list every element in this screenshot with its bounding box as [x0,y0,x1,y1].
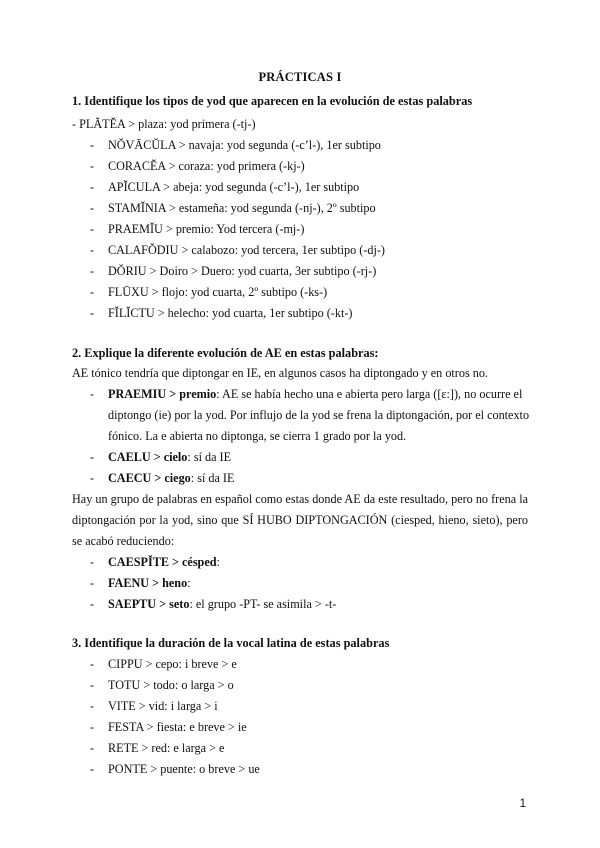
list-item: - PONTE > puente: o breve > ue [90,762,260,776]
list-item: - VITE > vid: i larga > i [90,699,218,713]
list-item-caelu: - CAELU > cielo: sí da IE [90,450,232,464]
section2-intro: AE tónico tendría que diptongar en IE, en algunos casos ha diptongado y en otros no. [72,366,488,380]
paragraph-line: se acabó reduciendo: [72,534,175,548]
praemiu-continuation: diptongo (ie) por la yod. Por influjo de la yod se frena la diptongación, por el contexto [108,408,530,422]
list-item-caecu: - CAECU > ciego: sí da IE [90,471,235,485]
section1-first-line: - PLĂTĔA > plaza: yod primera (-tj-) [72,117,256,131]
list-item-saeptu: - SAEPTU > seto: el grupo -PT- se asimila > -t- [90,597,337,611]
list-item-faenu: - FAENU > heno: [90,576,191,590]
list-item: - CORACĔA > coraza: yod primera (-kj-) [90,159,305,173]
list-item: - FESTA > fiesta: e breve > ie [90,720,247,734]
list-item: - PRAEMĬU > premio: Yod tercera (-mj-) [90,222,305,236]
section2-heading: 2. Explique la diferente evolución de AE en estas palabras: [72,346,379,360]
list-item: - CIPPU > cepo: i breve > e [90,657,237,671]
list-item-caespite: - CAESPĬTE > césped: [90,555,220,569]
paragraph-line: Hay un grupo de palabras en español como estas donde AE da este resultado, pero no frena la [72,492,528,506]
list-item: - FLŪXU > flojo: yod cuarta, 2º subtipo (-ks-) [90,285,328,299]
paragraph-line: diptongación por la yod, sino que SÍ HUBO DIPTONGACIÓN (ciesped, hieno, sieto), pero [72,513,528,527]
list-item: - FĬLĬCTU > helecho: yod cuarta, 1er subtipo (-kt-) [90,306,353,320]
section1-heading: 1. Identifique los tipos de yod que aparecen en la evolución de estas palabras [72,94,473,108]
list-item-praemiu: - PRAEMIU > premio: AE se había hecho una e abierta pero larga ([ɛ:]), no ocurre el [90,387,523,401]
list-item: - TOTU > todo: o larga > o [90,678,234,692]
list-item: - NŎVĀCŬLA > navaja: yod segunda (-c’l-), 1er subtipo [90,138,381,152]
list-item: - DŎRIU > Doiro > Duero: yod cuarta, 3er subtipo (-rj-) [90,264,377,278]
page-number: 1 [519,798,526,810]
section3-heading: 3. Identifique la duración de la vocal latina de estas palabras [72,636,390,650]
praemiu-continuation: fónico. La e abierta no diptonga, se cierra 1 grado por la yod. [108,429,407,443]
list-item: - CALAFŎDIU > calabozo: yod tercera, 1er subtipo (-dj-) [90,243,385,257]
list-item: - APĬCULA > abeja: yod segunda (-c’l-), 1er subtipo [90,180,360,194]
page-title: PRÁCTICAS I [258,70,342,84]
list-item: - RETE > red: e larga > e [90,741,225,755]
list-item: - STAMĬNIA > estameña: yod segunda (-nj-), 2º subtipo [90,201,376,215]
